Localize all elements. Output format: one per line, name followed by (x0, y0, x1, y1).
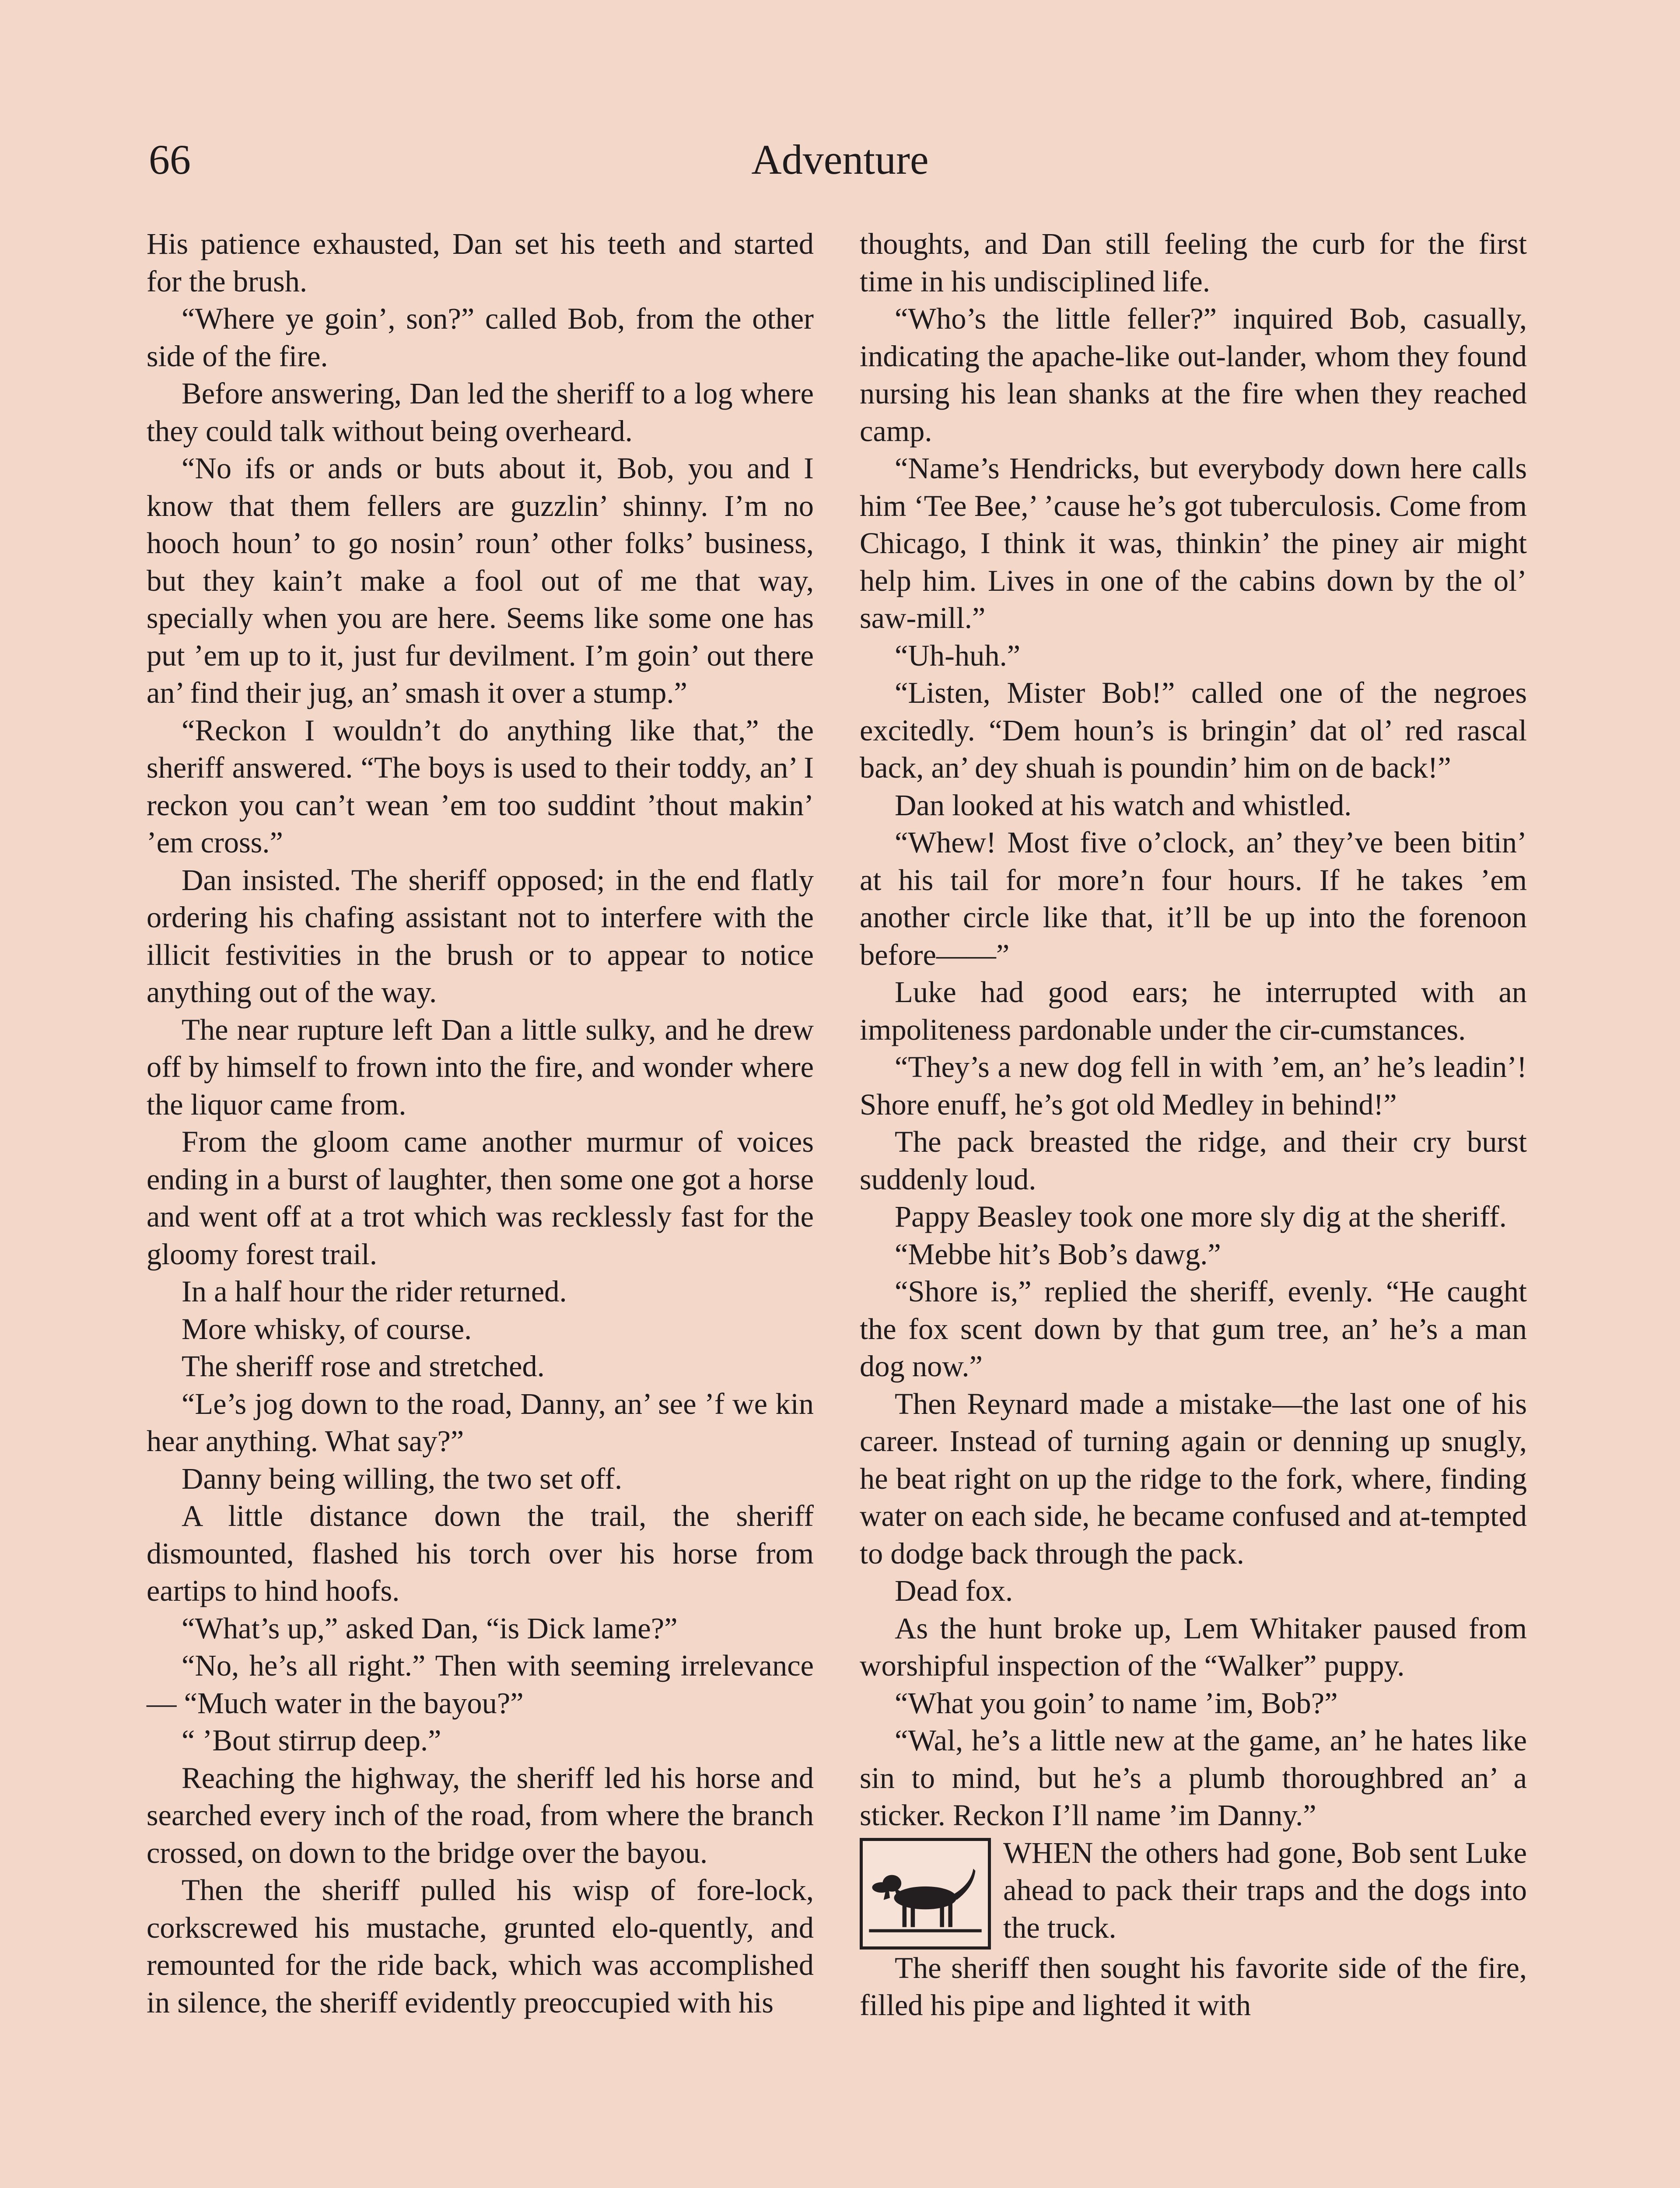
right-column (860, 225, 1527, 2024)
paragraph: thoughts, and Dan still feeling the curb for the first time in his undisciplined life. (860, 227, 1527, 298)
hound-dog-icon (860, 1838, 991, 1950)
paragraph: “Listen, Mister Bob!” called one of the negroes excitedly. “Dem houn’s is bringin’ dat ol’ red rascal back, an’ dey shuah is poundin’ him on de back!” (860, 676, 1527, 784)
paragraph: Before answering, Dan led the sheriff to a log where they could talk without being overheard. (147, 377, 814, 448)
paragraph: The pack breasted the ridge, and their cry burst suddenly loud. (860, 1125, 1527, 1196)
section-break (860, 1834, 1527, 1950)
paragraph: The sheriff then sought his favorite side of the fire, filled his pipe and lighted it with (860, 1951, 1527, 2022)
paragraph: More whisky, of course. (182, 1312, 472, 1346)
paragraph: From the gloom came another murmur of voices ending in a burst of laughter, then some one got a horse and went off at a trot which was recklessly fast for the gloomy forest trail. (147, 1125, 814, 1271)
running-title: Adventure (751, 136, 929, 183)
paragraph: Dead fox. (895, 1574, 1013, 1607)
paragraph: “What’s up,” asked Dan, “is Dick lame?” (182, 1611, 678, 1645)
paragraph: Pappy Beasley took one more sly dig at the sheriff. (895, 1200, 1507, 1233)
paragraph: A little distance down the trail, the sheriff dismounted, flashed his torch over his horse from eartips to hind hoofs. (147, 1499, 814, 1607)
paragraph: In a half hour the rider returned. (182, 1275, 567, 1308)
paragraph: “ ’Bout stirrup deep.” (182, 1724, 441, 1757)
paragraph: Then the sheriff pulled his wisp of fore-lock, corkscrewed his mustache, grunted elo-quently, and remounted for the ride back, which was accomplished in silence, the sheriff evidently preoccupied with his (147, 1873, 814, 2019)
paragraph: Luke had good ears; he interrupted with an impoliteness pardonable under the cir-cumstances. (860, 975, 1527, 1046)
paragraph: “Where ye goin’, son?” called Bob, from the other side of the fire. (147, 302, 814, 373)
page-number: 66 (149, 136, 191, 183)
paragraph: “What you goin’ to name ’im, Bob?” (895, 1686, 1338, 1720)
paragraph: Danny being willing, the two set off. (182, 1462, 623, 1495)
paragraph: His patience exhausted, Dan set his teeth and started for the brush. (147, 227, 814, 298)
paragraph: “Mebbe hit’s Bob’s dawg.” (895, 1237, 1221, 1271)
paragraph: “Uh-huh.” (895, 638, 1021, 672)
paragraph: Reaching the highway, the sheriff led his horse and searched every inch of the road, from where the branch crossed, on down to the bridge over the bayou. (147, 1761, 814, 1869)
paragraph: “Reckon I wouldn’t do anything like that,” the sheriff answered. “The boys is used to their toddy, an’ I reckon you can’t wean ’em too suddint ’thout makin’ ’em cross.” (147, 713, 814, 859)
paragraph: As the hunt broke up, Lem Whitaker paused from worshipful inspection of the “Walker” puppy. (860, 1611, 1527, 1682)
paragraph: “Le’s jog down to the road, Danny, an’ see ’f we kin hear anything. What say?” (147, 1387, 814, 1458)
paragraph: “Shore is,” replied the sheriff, evenly. “He caught the fox scent down by that gum tree, an’ he’s a man dog now.” (860, 1275, 1527, 1383)
paragraph: “Name’s Hendricks, but everybody down here calls him ‘Tee Bee,’ ’cause he’s got tuberculosis. Come from Chicago, I think it was, thinkin’ the piney air might help him. Lives in one of the cabins down by the ol’ saw-mill.” (860, 452, 1527, 635)
paragraph: “They’s a new dog fell in with ’em, an’ he’s leadin’! Shore enuff, he’s got old Medley in behind!” (860, 1050, 1527, 1121)
page-header (149, 131, 1531, 188)
paragraph: The sheriff rose and stretched. (182, 1350, 545, 1383)
paragraph: The near rupture left Dan a little sulky, and he drew off by himself to frown into the fire, and wonder where the liquor came from. (147, 1013, 814, 1121)
paragraph: Dan insisted. The sheriff opposed; in the end flatly ordering his chafing assistant not to interfere with the illicit festivities in the brush or to appear to notice anything out of the way. (147, 863, 814, 1009)
hound-dog-drawing (863, 1841, 988, 1946)
paragraph: “Whew! Most five o’clock, an’ they’ve been bitin’ at his tail for more’n four hours. If he takes ’em another circle like that, it’ll be up into the forenoon before——” (860, 826, 1527, 971)
left-column (147, 225, 814, 2021)
paragraph: “Wal, he’s a little new at the game, an’ he hates like sin to mind, but he’s a plumb thoroughbred an’ a sticker. Reckon I’ll name ’im Danny.” (860, 1724, 1527, 1832)
paragraph: “No ifs or ands or buts about it, Bob, you and I know that them fellers are guzzlin’ shinny. I’m no hooch houn’ to go nosin’ roun’ other folks’ business, but they kain’t make a fool out of me that way, specially when you are here. Seems like some one has put ’em up to it, just fur devilment. I’m goin’ out there an’ find their jug, an’ smash it over a stump.” (147, 452, 814, 709)
paragraph: “Who’s the little feller?” inquired Bob, casually, indicating the apache-like out-lander, whom they found nursing his lean shanks at the fire when they reached camp. (860, 302, 1527, 448)
paragraph: “No, he’s all right.” Then with seeming irrelevance— “Much water in the bayou?” (147, 1649, 814, 1720)
section-lead-paragraph: WHEN the others had gone, Bob sent Luke ahead to pack their traps and the dogs into the truck. (1003, 1836, 1527, 1944)
paragraph: Then Reynard made a mistake—the last one of his career. Instead of turning again or denning up snugly, he beat right on up the ridge to the fork, where, finding water on each side, he became confused and at-tempted to dodge back through the pack. (860, 1387, 1527, 1570)
paragraph: Dan looked at his watch and whistled. (895, 788, 1352, 822)
